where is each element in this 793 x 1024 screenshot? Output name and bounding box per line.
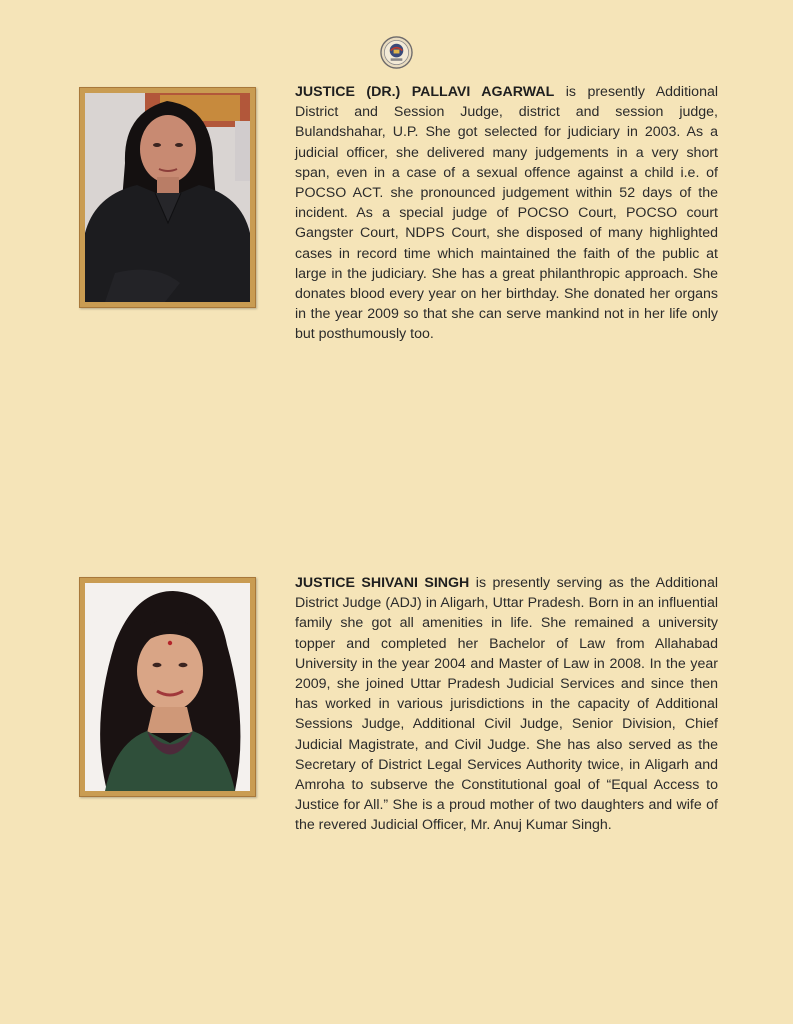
portrait-photo [79,87,256,308]
profile-pallavi-agarwal [0,84,793,354]
profile-bio-text: is presently Additional District and Session Judge, district and session judge, Bulandshahar, U.P. She got selected for judiciary in 2003. As a judicial officer, she delivered many judgements in a very short span, even in a case of a sexual offence against a child i.e. of POCSO ACT. she pronounced judgement within 52 days of the incident. As a special judge of POCSO Court, POCSO court Gangster Court, NDPS Court, she disposed of many highlighted cases in record time which maintained the faith of the public at large in the judiciary. She has a great philanthropic approach. She donates blood every year on her birthday. She donated her organs in the year 2009 so that she can serve mankind not in her life only but posthumously too. [295,84,719,343]
portrait-photo [79,577,256,797]
profile-bio [295,82,718,345]
profile-name: JUSTICE SHIVANI SINGH [295,575,470,591]
profile-shivani-singh [0,575,793,865]
court-seal-icon [380,36,413,69]
profile-name: JUSTICE (DR.) PALLAVI AGARWAL [295,84,555,100]
profile-bio [295,573,718,836]
profile-bio-text: is presently serving as the Additional District Judge (ADJ) in Aligarh, Uttar Pradesh. Born in an influential family she got all amenities in life. She remained a university topper and completed her Bachelor of Law from Allahabad University in the year 2004 and Master of Law in 2008. In the year 2009, she joined Uttar Pradesh Judicial Services and since then has worked in various jurisdictions in the capacity of Additional Sessions Judge, Additional Civil Judge, Senior Division, Chief Judicial Magistrate, and Civil Judge. She has also served as the Secretary of District Legal Services Authority twice, in Aligarh and Amroha to subserve the Constitutional goal of “Equal Access to Justice for All.” She is a proud mother of two daughters and wife of the revered Judicial Officer, Mr. Anuj Kumar Singh. [295,575,718,834]
